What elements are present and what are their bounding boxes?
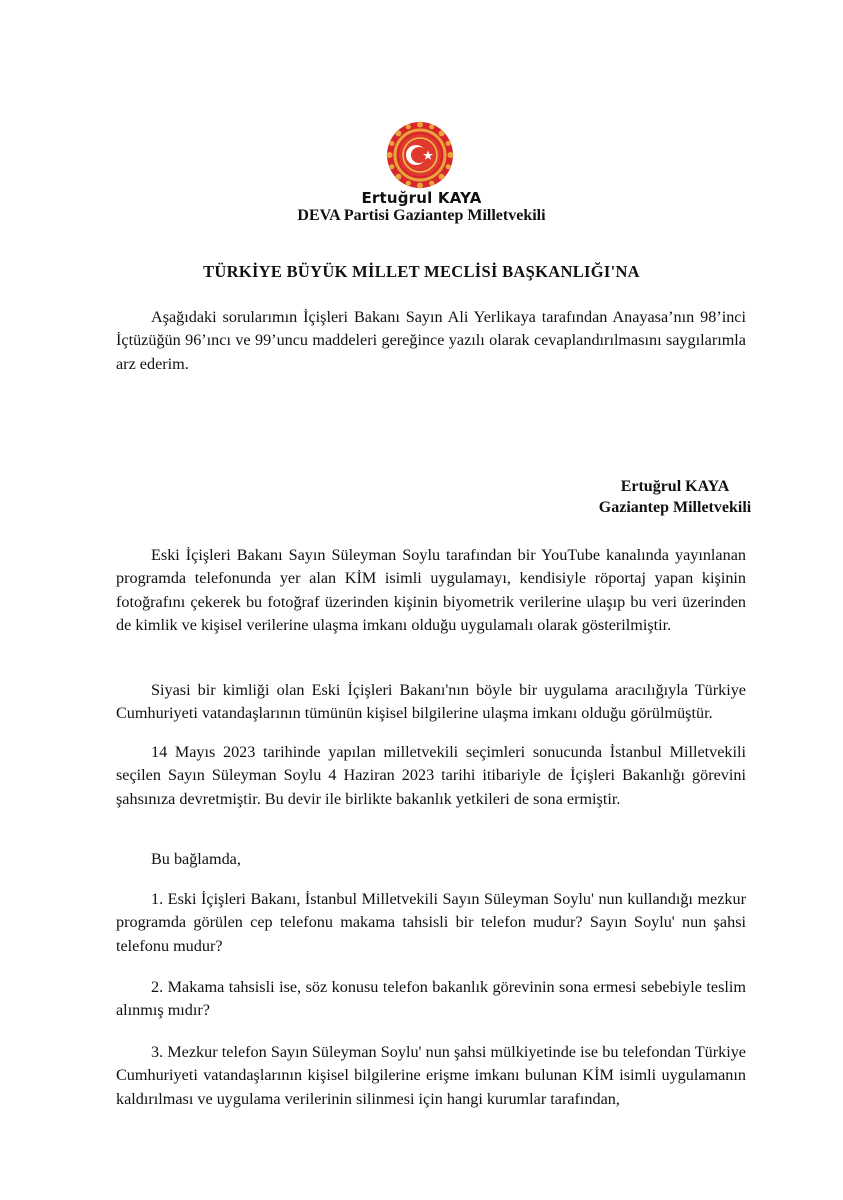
signature-title: Gaziantep Milletvekili (598, 499, 752, 516)
header-party: DEVA Partisi Gaziantep Milletvekili (297, 207, 546, 224)
question-3: 3. Mezkur telefon Sayın Süleyman Soylu' nun şahsi mülkiyetinde ise bu telefondan Türkiye Cumhuriyeti vatandaşlarının kişisel bilgilerine erişme imkanı bulunan KİM isimli uygulamanın kaldırılması ve uygulama verilerinin silinmesi için hangi kurumlar tarafından, (116, 1043, 746, 1108)
body-paragraph-4: Bu bağlamda, (151, 850, 241, 868)
tbmm-emblem-icon (385, 120, 455, 190)
body-paragraph-1: Eski İçişleri Bakanı Sayın Süleyman Soylu tarafından bir YouTube kanalında yayınlanan programda telefonunda yer alan KİM isimli uygulamayı, kendisiyle röportaj yapan kişinin fotoğrafını çekerek bu fotoğraf üzerinden kişinin biyometrik verilerine ulaşıp bu veri üzerinden de kimlik ve kişisel verilerine ulaşma imkanı olduğu uygulamalı olarak gösterilmiştir. (116, 546, 746, 635)
header-name: Ertuğrul KAYA (361, 189, 482, 207)
intro-paragraph: Aşağıdaki sorularımın İçişleri Bakanı Sayın Ali Yerlikaya tarafından Anayasa’nın 98’inci İçtüzüğün 96’ıncı ve 99’uncu maddeleri gereğince yazılı olarak cevaplandırılmasını saygılarımla arz ederim. (116, 308, 746, 373)
signature-name: Ertuğrul KAYA (620, 478, 730, 495)
body-paragraph-3: 14 Mayıs 2023 tarihinde yapılan milletvekili seçimleri sonucunda İstanbul Milletvekili seçilen Sayın Süleyman Soylu 4 Haziran 2023 tarihi itibariyle de İçişleri Bakanlığı görevini şahsınıza devretmiştir. Bu devir ile birlikte bakanlık yetkileri de sona ermiştir. (116, 743, 746, 808)
addressee-heading: TÜRKİYE BÜYÜK MİLLET MECLİSİ BAŞKANLIĞI'NA (203, 262, 640, 281)
question-2: 2. Makama tahsisli ise, söz konusu telefon bakanlık görevinin sona ermesi sebebiyle teslim alınmış mıdır? (116, 978, 746, 1020)
question-1: 1. Eski İçişleri Bakanı, İstanbul Milletvekili Sayın Süleyman Soylu' nun kullandığı mezkur programda görülen cep telefonu makama tahsisli bir telefon mudur? Sayın Soylu' nun şahsi telefonu mudur? (116, 890, 746, 955)
body-paragraph-2: Siyasi bir kimliği olan Eski İçişleri Bakanı'nın böyle bir uygulama aracılığıyla Türkiye Cumhuriyeti vatandaşlarının tümünün kişisel bilgilerine ulaşma imkanı olduğu görülmüştür. (116, 681, 746, 723)
